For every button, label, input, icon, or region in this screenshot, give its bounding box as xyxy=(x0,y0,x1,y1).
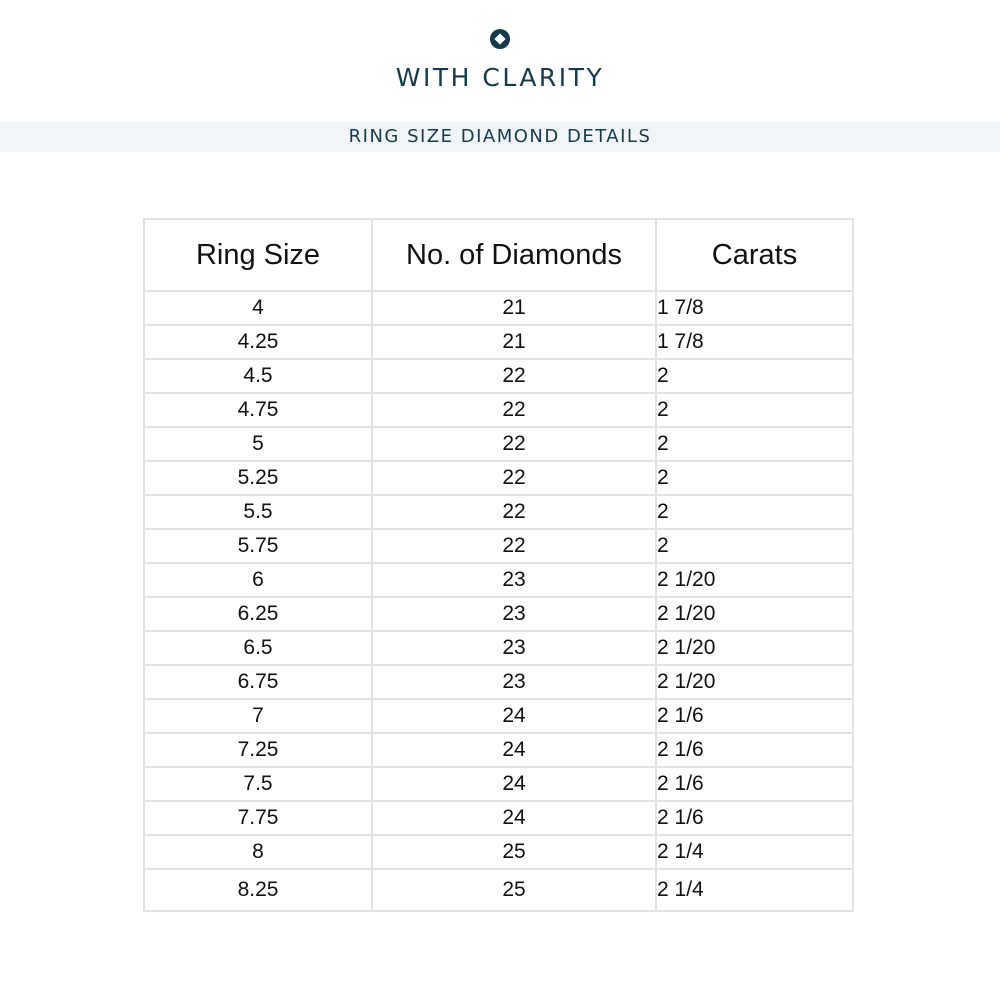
cell-no-of-diamonds: 23 xyxy=(372,631,656,665)
ring-size-table xyxy=(143,218,854,912)
brand-name: WITH CLARITY xyxy=(395,63,605,92)
table-row xyxy=(144,665,853,699)
cell-carats: 2 1/20 xyxy=(656,631,853,665)
cell-no-of-diamonds: 22 xyxy=(372,427,656,461)
cell-ring-size: 8.25 xyxy=(144,869,372,911)
cell-no-of-diamonds: 25 xyxy=(372,869,656,911)
cell-carats: 1 7/8 xyxy=(656,325,853,359)
table-row xyxy=(144,393,853,427)
cell-ring-size: 4 xyxy=(144,291,372,325)
table-row xyxy=(144,495,853,529)
table-row xyxy=(144,801,853,835)
cell-ring-size: 4.25 xyxy=(144,325,372,359)
cell-no-of-diamonds: 21 xyxy=(372,325,656,359)
table-row xyxy=(144,563,853,597)
cell-ring-size: 5 xyxy=(144,427,372,461)
cell-no-of-diamonds: 23 xyxy=(372,563,656,597)
cell-carats: 2 1/4 xyxy=(656,835,853,869)
cell-carats: 2 1/6 xyxy=(656,801,853,835)
cell-ring-size: 6.25 xyxy=(144,597,372,631)
cell-ring-size: 4.5 xyxy=(144,359,372,393)
section-title: RING SIZE DIAMOND DETAILS xyxy=(348,126,652,147)
cell-carats: 2 1/20 xyxy=(656,597,853,631)
cell-no-of-diamonds: 22 xyxy=(372,359,656,393)
table-row xyxy=(144,699,853,733)
cell-no-of-diamonds: 22 xyxy=(372,529,656,563)
cell-carats: 2 1/6 xyxy=(656,767,853,801)
cell-ring-size: 7 xyxy=(144,699,372,733)
table-row xyxy=(144,427,853,461)
cell-no-of-diamonds: 22 xyxy=(372,461,656,495)
cell-carats: 2 1/6 xyxy=(656,699,853,733)
table-row xyxy=(144,291,853,325)
cell-no-of-diamonds: 22 xyxy=(372,393,656,427)
table-row xyxy=(144,325,853,359)
table-row xyxy=(144,733,853,767)
cell-ring-size: 7.25 xyxy=(144,733,372,767)
table-row xyxy=(144,767,853,801)
cell-no-of-diamonds: 24 xyxy=(372,801,656,835)
table-header-row xyxy=(144,219,853,291)
table-row xyxy=(144,835,853,869)
table-row xyxy=(144,597,853,631)
cell-carats: 2 1/4 xyxy=(656,869,853,911)
cell-ring-size: 5.75 xyxy=(144,529,372,563)
cell-ring-size: 8 xyxy=(144,835,372,869)
cell-ring-size: 6.5 xyxy=(144,631,372,665)
diamond-circle-icon xyxy=(490,29,510,49)
header-no-of-diamonds: No. of Diamonds xyxy=(372,219,656,291)
header-ring-size: Ring Size xyxy=(144,219,372,291)
cell-ring-size: 5.25 xyxy=(144,461,372,495)
cell-carats: 2 1/20 xyxy=(656,563,853,597)
cell-ring-size: 6.75 xyxy=(144,665,372,699)
cell-carats: 1 7/8 xyxy=(656,291,853,325)
cell-carats: 2 xyxy=(656,427,853,461)
section-banner xyxy=(0,122,1000,152)
cell-carats: 2 1/6 xyxy=(656,733,853,767)
cell-ring-size: 7.5 xyxy=(144,767,372,801)
cell-carats: 2 xyxy=(656,461,853,495)
cell-ring-size: 7.75 xyxy=(144,801,372,835)
cell-no-of-diamonds: 23 xyxy=(372,597,656,631)
cell-ring-size: 6 xyxy=(144,563,372,597)
cell-no-of-diamonds: 25 xyxy=(372,835,656,869)
table-row xyxy=(144,359,853,393)
cell-ring-size: 5.5 xyxy=(144,495,372,529)
cell-no-of-diamonds: 21 xyxy=(372,291,656,325)
cell-carats: 2 xyxy=(656,393,853,427)
cell-carats: 2 1/20 xyxy=(656,665,853,699)
cell-carats: 2 xyxy=(656,495,853,529)
cell-carats: 2 xyxy=(656,359,853,393)
cell-no-of-diamonds: 22 xyxy=(372,495,656,529)
header-carats: Carats xyxy=(656,219,853,291)
table-row xyxy=(144,529,853,563)
table-row xyxy=(144,869,853,911)
cell-no-of-diamonds: 23 xyxy=(372,665,656,699)
cell-no-of-diamonds: 24 xyxy=(372,699,656,733)
table-body xyxy=(144,291,853,911)
cell-no-of-diamonds: 24 xyxy=(372,767,656,801)
table-row xyxy=(144,631,853,665)
cell-ring-size: 4.75 xyxy=(144,393,372,427)
cell-carats: 2 xyxy=(656,529,853,563)
cell-no-of-diamonds: 24 xyxy=(372,733,656,767)
table-row xyxy=(144,461,853,495)
